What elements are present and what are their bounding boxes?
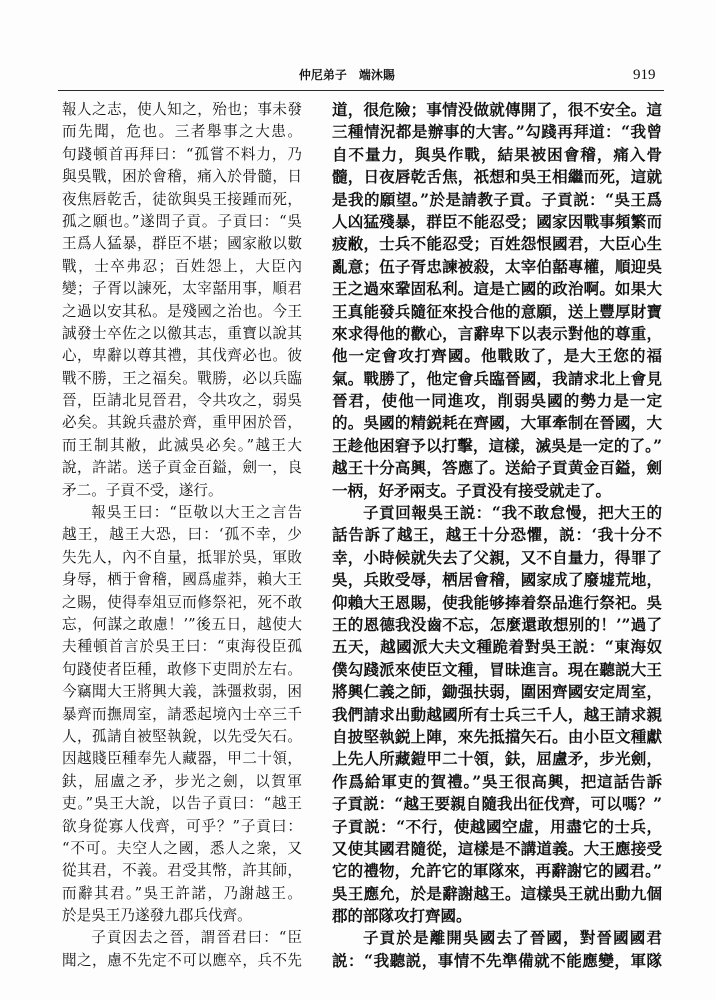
text-line: 晉，臣請北見晉君，令共攻之，弱吳 [62, 392, 302, 410]
text-line: 鈇，屈盧之矛，步光之劍，以賀軍 [62, 772, 302, 790]
text-line: 因越賤臣種奉先人藏器，甲二十領， [62, 750, 302, 768]
text-line: 聞之，慮不先定不可以應卒，兵不先 [62, 951, 302, 969]
text-line: 子貢因去之晉，謂晉君曰：“臣 [91, 929, 302, 947]
text-line: 孤之願也。”遂問子貢。子貢曰：“吳 [62, 212, 302, 230]
paragraph [62, 502, 302, 927]
text-line: 來求得他的歡心，言辭卑下以表示對他的尊重， [332, 323, 662, 343]
text-line: 王爲人猛暴，群臣不堪；國家敝以數 [62, 235, 302, 253]
text-line: 的。吳國的精鋭耗在齊國，大軍牽制在晉國，大 [332, 413, 662, 433]
text-line: 他一定會攻打齊國。他戰敗了，是大王您的福 [332, 346, 662, 366]
text-line: 僕勾踐派來使臣文種，冒昧進言。現在聽説大王 [332, 659, 662, 679]
text-line: 矛二。子貢不受，遂行。 [62, 481, 223, 499]
text-line: 自披堅執鋭上陣，來先抵擋矢石。由小臣文種獻 [332, 726, 662, 746]
text-line: 必矣。其銳兵盡於齊，重甲困於晉， [62, 414, 302, 432]
text-line: 仰賴大王恩賜，使我能够捧着祭品進行祭祀。吳 [332, 592, 662, 612]
text-line: 三種情況都是辦事的大害。”勾踐再拜道：“我曾 [332, 122, 662, 142]
paragraph [332, 99, 662, 502]
text-line: 説：“我聽説，事情不先準備就不能應變，軍隊 [332, 950, 662, 970]
text-line: 幸，小時候就失去了父親，又不自量力，得罪了 [332, 547, 662, 567]
paragraph [332, 502, 662, 927]
page-number: 919 [633, 67, 656, 83]
text-line: “不可。夫空人之國，悉人之衆，又 [62, 839, 302, 857]
text-line: 一柄，好矛兩支。子貢没有接受就走了。 [332, 480, 612, 500]
text-line: 王趁他困窘予以打擊，這樣，滅吳是一定的了。” [332, 435, 662, 455]
text-line: 夫種頓首言於吳王曰：“東海役臣孤 [62, 638, 302, 656]
text-line: 心，卑辭以尊其禮，其伐齊必也。彼 [62, 347, 302, 365]
text-line: 而王制其敝，此滅吳必矣。”越王大 [62, 436, 302, 454]
text-line: 從其君，不義。君受其幣，許其師， [62, 862, 302, 880]
text-line: 又使其國君隨從，這樣是不講道義。大王應接受 [332, 838, 662, 858]
paragraph [332, 927, 662, 972]
text-line: 失先人，內不自量，抵罪於吳，軍敗 [62, 548, 302, 566]
text-line: 句踐使者臣種，敢修下吏問於左右。 [62, 660, 302, 678]
original-text-column [62, 99, 302, 972]
text-line: 話告訴了越王，越王十分恐懼，説：‘我十分不 [332, 525, 662, 545]
text-line: 自不量力，與吳作戰，結果被困會稽，痛入骨 [332, 144, 662, 164]
text-line: 吏。”吳王大說，以告子貢曰：“越王 [62, 795, 302, 813]
text-line: 子貢於是離開吳國去了晉國，對晉國國君 [363, 928, 662, 948]
text-line: 誠發士卒佐之以徼其志，重寶以說其 [62, 324, 302, 342]
text-line: 與吳戰，困於會稽，痛入於骨髓，日 [62, 168, 302, 186]
text-line: 子貢説：“不行，使越國空虛，用盡它的士兵， [332, 816, 662, 836]
text-line: 今竊聞大王將興大義，誅彊救弱，困 [62, 683, 302, 701]
text-line: 之過以安其私。是殘國之治也。今王 [62, 302, 302, 320]
text-line: 郡的部隊攻打齊國。 [332, 906, 472, 926]
text-line: 王之過來鞏固私利。這是亡國的政治啊。如果大 [332, 279, 662, 299]
text-line: 亂意；伍子胥忠諫被殺，太宰伯嚭專權，順迎吳 [332, 256, 662, 276]
text-line: 王的恩德我没齒不忘，怎麼還敢想别的！’”過了 [332, 614, 662, 634]
running-title: 仲尼弟子 端沐賜 [299, 68, 395, 82]
text-line: 上先人所藏鎧甲二十領，鈇，屈盧矛，步光劍， [332, 749, 662, 769]
paragraph [62, 99, 302, 502]
text-line: 晉君，使他一同進攻，削弱吳國的勢力是一定 [332, 391, 662, 411]
text-line: 疲敝，士兵不能忍受；百姓怨恨國君，大臣心生 [332, 234, 662, 254]
text-line: 於是吳王乃遂發九郡兵伐齊。 [62, 907, 252, 925]
text-line: 子貢回報吳王説：“我不敢怠慢，把大王的 [363, 503, 662, 523]
text-line: 越王十分高興，答應了。送給子貢黄金百鎰，劍 [332, 458, 662, 478]
text-line: 欲身從寡人伐齊，可乎？”子貢曰： [62, 817, 302, 835]
paragraph [62, 927, 302, 972]
text-line: 是我的願望。”於是請教子貢。子貢説：“吳王爲 [332, 189, 662, 209]
text-line: 而辭其君。”吳王許諾，乃謝越王。 [62, 884, 302, 902]
translation-column [332, 99, 662, 972]
text-line: 吳王應允，於是辭謝越王。這樣吳王就出動九個 [332, 883, 662, 903]
text-line: 之賜，使得奉俎豆而修祭祀，死不敢 [62, 593, 302, 611]
text-line: 忘，何謀之敢慮！’”後五日，越使大 [62, 615, 302, 633]
text-line: 氣。戰勝了，他定會兵臨晉國，我請求北上會見 [332, 368, 662, 388]
text-line: 戰不勝，王之福矣。戰勝，必以兵臨 [62, 369, 302, 387]
text-line: 戰，士卒弗忍；百姓怨上，大臣內 [62, 257, 302, 275]
text-line: 髓，日夜唇乾舌焦，祇想和吳王相繼而死，這就 [332, 167, 662, 187]
text-line: 越王，越王大恐，曰：‘孤不幸，少 [62, 526, 302, 544]
text-line: 吳，兵敗受辱，栖居會稽，國家成了廢墟荒地， [332, 570, 662, 590]
text-line: 王真能發兵隨征來投合他的意願，送上豐厚財寶 [332, 301, 662, 321]
text-line: 我們請求出動越國所有士兵三千人，越王請求親 [332, 704, 662, 724]
text-line: 五天，越國派大夫文種跪着對吳王説：“東海奴 [332, 637, 662, 657]
text-line: 暴齊而撫周室，請悉起境內士卒三千 [62, 705, 302, 723]
text-line: 身辱，栖于會稽，國爲虛莽，賴大王 [62, 571, 302, 589]
header-rule [58, 90, 664, 91]
text-line: 句踐頓首再拜曰：“孤嘗不料力，乃 [62, 145, 302, 163]
text-line: 說，許諾。送子貢金百鎰，劍一，良 [62, 459, 302, 477]
text-line: 作爲給軍吏的賀禮。”吳王很高興，把這話告訴 [332, 771, 662, 791]
text-line: 人，孤請自被堅執銳，以先受矢石。 [62, 727, 302, 745]
text-line: 報人之志，使人知之，殆也；事未發 [62, 101, 302, 118]
text-line: 報吳王曰：“臣敬以大王之言告 [91, 504, 302, 522]
text-line: 而先聞，危也。三者舉事之大患。 [62, 123, 302, 141]
text-line: 它的禮物，允許它的軍隊來，再辭謝它的國君。” [332, 861, 662, 881]
text-line: 子貢説：“越王要親自隨我出征伐齊，可以嗎？” [332, 794, 662, 814]
text-line: 將興仁義之師，鋤强扶弱，圍困齊國安定周室， [332, 682, 662, 702]
text-line: 人凶猛殘暴，群臣不能忍受；國家因戰事頻繁而 [332, 211, 662, 231]
text-line: 變；子胥以諫死，太宰嚭用事，順君 [62, 280, 302, 298]
text-line: 夜焦唇乾舌，徒欲與吳王接踵而死， [62, 190, 302, 208]
text-line: 道，很危險；事情没做就傳開了，很不安全。這 [332, 100, 662, 119]
